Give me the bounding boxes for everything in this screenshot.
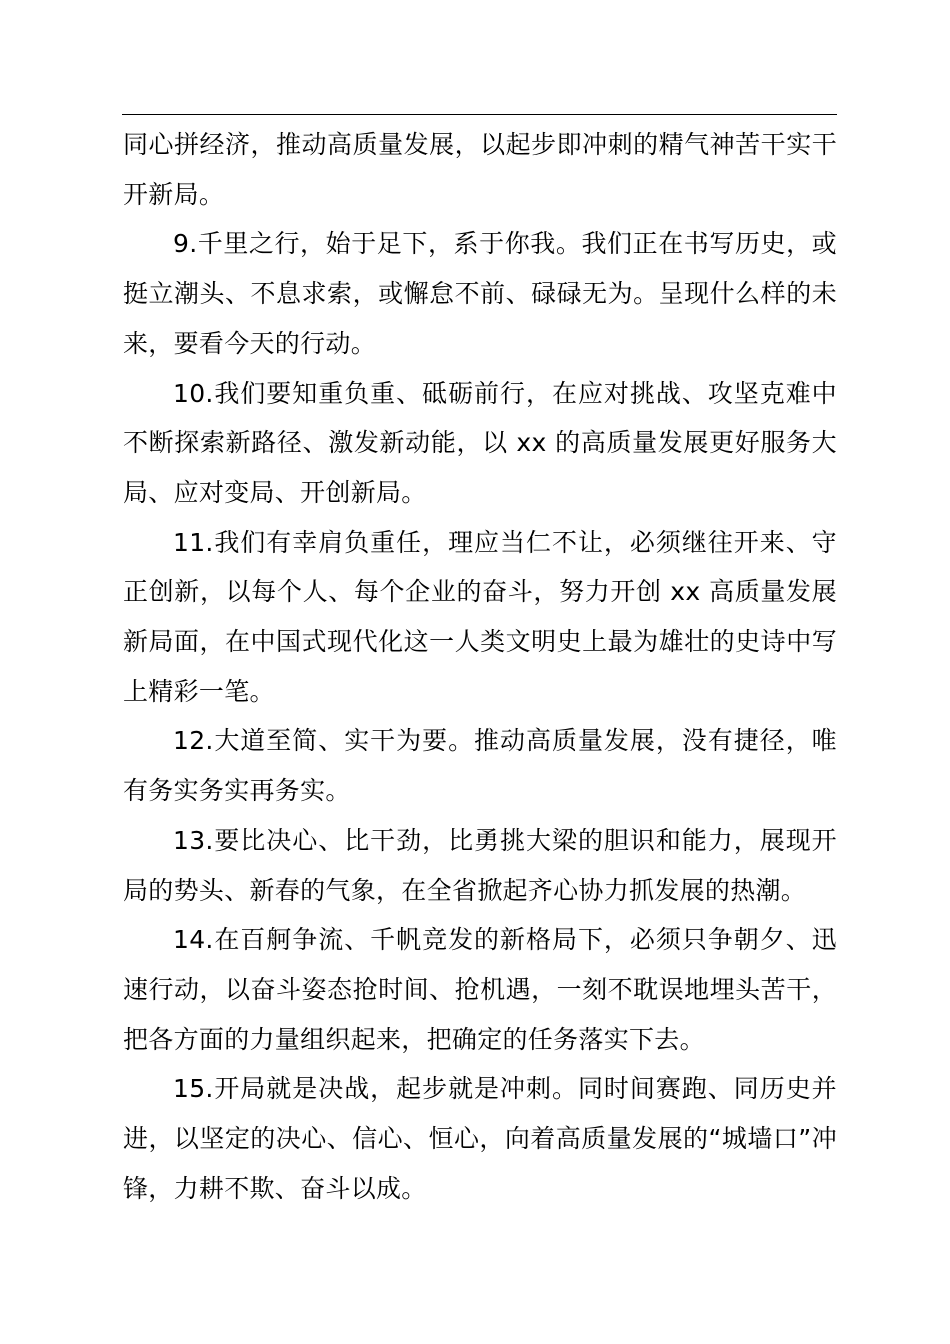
paragraph-15: 15.开局就是决战，起步就是冲刺。同时间赛跑、同历史并进，以坚定的决心、信心、恒心，向着高质量发展的“城墙口”冲锋，力耕不欺、奋斗以成。 [123,1074,837,1203]
paragraph-9: 9.千里之行，始于足下，系于你我。我们正在书写历史，或挺立潮头、不息求索，或懈怠不前、碌碌无为。呈现什么样的未来，要看今天的行动。 [123,229,837,358]
header-rule [122,114,837,115]
paragraph-13: 13.要比决心、比干劲，比勇挑大梁的胆识和能力，展现开局的势头、新春的气象，在全省掀起齐心协力抓发展的热潮。 [123,825,837,905]
paragraph-14: 14.在百舸争流、千帆竞发的新格局下，必须只争朝夕、迅速行动，以奋斗姿态抢时间、抢机遇，一刻不耽误地埋头苦干，把各方面的力量组织起来，把确定的任务落实下去。 [123,925,837,1054]
document-body [123,120,837,1213]
paragraph-12: 12.大道至简、实干为要。推动高质量发展，没有捷径，唯有务实务实再务实。 [123,726,837,806]
paragraph-continuation: 同心拼经济，推动高质量发展，以起步即冲刺的精气神苦干实干开新局。 [123,130,837,209]
paragraph-10: 10.我们要知重负重、砥砺前行，在应对挑战、攻坚克难中不断探索新路径、激发新动能，以 xx 的高质量发展更好服务大局、应对变局、开创新局。 [123,378,837,507]
paragraph-11: 11.我们有幸肩负重任，理应当仁不让，必须继往开来、守正创新，以每个人、每个企业的奋斗，努力开创 xx 高质量发展新局面，在中国式现代化这一人类文明史上最为雄壮的史诗中写上精彩一笔。 [123,527,837,706]
